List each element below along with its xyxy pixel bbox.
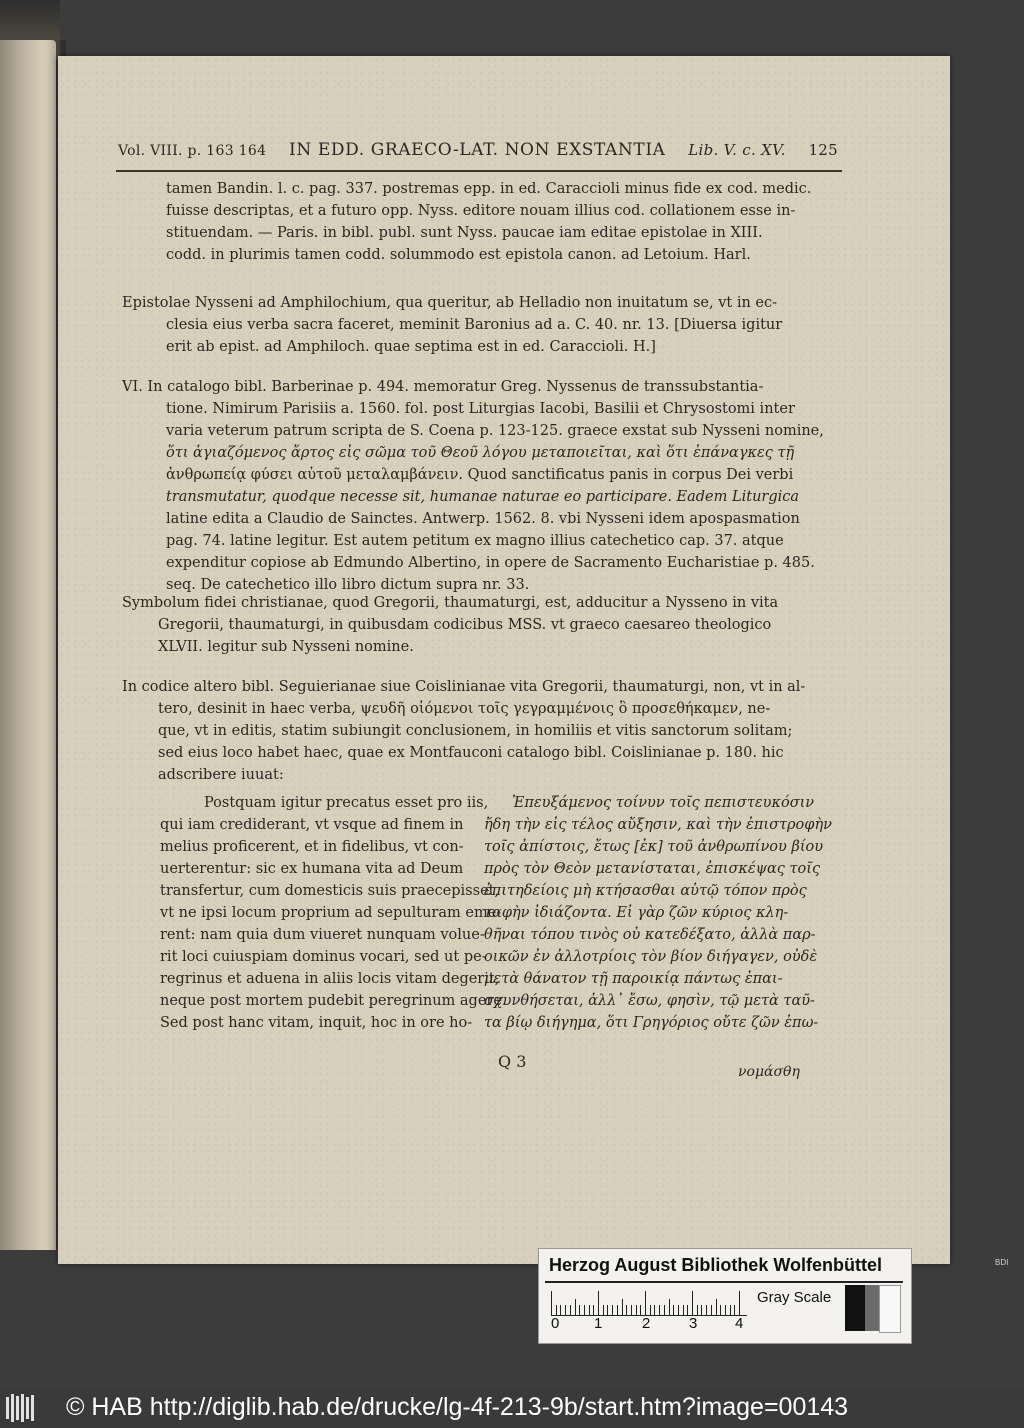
ruler-tick [650,1305,651,1315]
greek-line: πρὸς τὸν Θεὸν μετανίσταται, ἐπισκέψας τοῖς [484,861,821,877]
text-line: tero, desinit in haec verba, ψευδῆ οἰόμενοι τοῖς γεγραμμένοις ὃ προσεθήκαμεν, ne- [158,701,771,717]
text-line: pag. 74. latine legitur. Est autem petitum ex magno illius catechetico cap. 37. atque [166,533,784,549]
ruler-tick [617,1305,618,1315]
text-line: sed eius loco habet haec, quae ex Montfauconi catalogo bibl. Coislinianae p. 180. hic [158,745,784,761]
running-head [118,140,838,170]
ruler-tick [607,1305,608,1315]
latin-line: neque post mortem pudebit peregrinum agere. [160,993,507,1009]
ruler-tick [575,1299,576,1315]
scale-label: 3 [689,1315,698,1332]
text-line: ἀνθρωπείᾳ φύσει αὐτοῦ μεταλαμβάνειν. Quod sanctificatus panis in corpus Dei verbi [166,467,794,483]
latin-line: Postquam igitur precatus esset pro iis, [204,795,489,811]
text-line: VI. In catalogo bibl. Barberinae p. 494. memoratur Greg. Nyssenus de transsubstantia- [122,379,764,395]
greek-line: ἐπιτηδείοις μὴ κτήσασθαι αὐτῷ τόπον πρὸς [484,883,807,899]
ruler-tick [664,1305,665,1315]
hab-logo-icon [6,1394,40,1422]
ruler-tick [734,1305,735,1315]
ruler-tick [631,1305,632,1315]
greek-line: θῆναι τόπου τινὸς οὐ κατεδέξατο, ἀλλὰ παρ- [484,927,816,943]
text-line: Gregorii, thaumaturgi, in quibusdam codicibus MSS. vt graeco caesareo theologico [158,617,772,633]
volume-reference: Vol. VIII. p. 163 164 [118,143,267,159]
side-mark: BDI [995,1258,1009,1267]
footer-bar [0,1388,1024,1428]
ruler-tick [603,1305,604,1315]
copyright-url[interactable]: © HAB http://diglib.hab.de/drucke/lg-4f-213-9b/start.htm?image=00143 [66,1393,849,1421]
text-line: erit ab epist. ad Amphiloch. quae septima est in ed. Caraccioli. H.] [166,339,656,355]
page-number: 125 [808,141,838,159]
text-line: Epistolae Nysseni ad Amphilochium, qua queritur, ab Helladio non inuitatum se, vt in ec- [122,295,778,311]
book-chapter-reference: Lib. V. c. XV. [688,141,786,159]
color-scale-card [538,1248,912,1344]
ruler-tick [598,1291,599,1315]
greek-line: σχυνθήσεται, ἀλλ᾽ ἔσω, φησὶν, τῷ μετὰ ταῦ- [484,993,815,1009]
greek-line: οικῶν ἐν ἀλλοτρίοις τὸν βίον διήγαγεν, οὐδὲ [484,949,818,965]
latin-line: rit loci cuiuspiam dominus vocari, sed ut pe- [160,949,487,965]
running-title: IN EDD. GRAECO-LAT. NON EXSTANTIA [289,140,666,160]
latin-column [160,792,507,1034]
ruler-tick [720,1305,721,1315]
greek-line: τοῖς ἀπίστοις, ἔτως [ἐκ] τοῦ ἀνθρωπίνου βίου [484,839,824,855]
card-title: Herzog August Bibliothek Wolfenbüttel [549,1255,882,1275]
text-line: tamen Bandin. l. c. pag. 337. postremas epp. in ed. Caraccioli minus fide ex cod. medic. [166,181,812,197]
scale-label: 1 [594,1315,603,1332]
text-line: clesia eius verba sacra faceret, meminit Baronius ad a. C. 40. nr. 13. [Diuersa igitur [166,317,783,333]
ruler-tick [556,1305,557,1315]
ruler-tick [692,1291,693,1315]
text-line: stituendam. — Paris. in bibl. publ. sunt Nyss. paucae iam editae epistolae in XIII. [166,225,763,241]
ruler-tick [687,1305,688,1315]
gray-swatch-black [845,1285,865,1331]
text-line: codd. in plurimis tamen codd. solummodo est epistola canon. ad Letoium. Harl. [166,247,751,263]
catchword: νομάσθη [738,1064,800,1080]
paragraph-symbolum [122,592,816,658]
ruler-tick [560,1305,561,1315]
text-line: adscribere iuuat: [158,767,284,783]
gray-swatch-white [879,1285,901,1333]
paragraph-amphilochium [122,292,816,358]
ruler-tick [654,1305,655,1315]
scale-label: 0 [551,1315,560,1332]
text-line: latine edita a Claudio de Sainctes. Antwerp. 1562. 8. vbi Nysseni idem apospasmation [166,511,800,527]
paragraph-coislinianae [122,676,816,786]
ruler-tick [589,1305,590,1315]
ruler-tick [730,1305,731,1315]
ruler-tick [636,1305,637,1315]
ruler-tick [678,1305,679,1315]
gray-scale-label: Gray Scale [757,1289,832,1306]
latin-line: qui iam crediderant, vt vsque ad finem in [160,817,464,833]
ruler-tick [711,1305,712,1315]
greek-text-line: ὅτι ἁγιαζόμενος ἄρτος εἰς σῶμα τοῦ Θεοῦ λόγου μεταποιεῖται, καὶ ὅτι ἐπάναγκες τῇ [166,445,795,461]
latin-line: transfertur, cum domesticis suis praecepisset, [160,883,500,899]
latin-line: Sed post hanc vitam, inquit, hoc in ore ho- [160,1015,473,1031]
ruler-tick [551,1291,552,1315]
ruler-tick [683,1305,684,1315]
greek-line: ἤδη τὴν εἰς τέλος αὔξησιν, καὶ τὴν ἐπιστροφὴν [484,817,832,833]
greek-line: τα βίῳ διήγημα, ὅτι Γρηγόριος οὔτε ζῶν ἐπω- [484,1015,819,1031]
ruler-tick [659,1305,660,1315]
ruler-tick [612,1305,613,1315]
ruler-tick [626,1305,627,1315]
latin-line: vt ne ipsi locum proprium ad sepulturam eme- [160,905,502,921]
ruler-tick [725,1305,726,1315]
card-divider [545,1281,903,1283]
latin-line: melius proficerent, et in fidelibus, vt con- [160,839,464,855]
text-line: varia veterum patrum scripta de S. Coena p. 123-125. graece exstat sub Nysseni nomine, [166,423,824,439]
paragraph-bandini [166,178,816,266]
ruler-tick [622,1299,623,1315]
text-line: In codice altero bibl. Seguierianae siue Coislinianae vita Gregorii, thaumaturgi, non, vt in al- [122,679,806,695]
scale-ruler [551,1289,747,1316]
book-page [58,56,950,1264]
latin-line: uerterentur: sic ex humana vita ad Deum [160,861,464,877]
ruler-tick [697,1305,698,1315]
ruler-tick [640,1305,641,1315]
text-line: seq. De catechetico illo libro dictum supra nr. 33. [166,577,530,593]
ruler-tick [645,1291,646,1315]
greek-line: μετὰ θάνατον τῇ παροικίᾳ πάντως ἐπαι- [484,971,783,987]
text-line: expenditur copiose ab Edmundo Albertino, in opere de Sacramento Eucharistiae p. 485. [166,555,815,571]
ruler-tick [673,1305,674,1315]
text-line: fuisse descriptas, et a futuro opp. Nyss. editore nouam illius cod. collationem esse in- [166,203,796,219]
ruler-tick [706,1305,707,1315]
text-line: XLVII. legitur sub Nysseni nomine. [158,639,414,655]
ruler-tick [570,1305,571,1315]
header-rule [116,170,842,172]
ruler-tick [565,1305,566,1315]
scale-label: 4 [735,1315,744,1332]
signature-mark: Q 3 [498,1052,527,1071]
text-line: transmutatur, quodque necesse sit, humanae naturae eo participare. Eadem Liturgica [166,489,800,505]
gray-swatch-mid [865,1285,879,1331]
greek-line: Ἐπευξάμενος τοίνυν τοῖς πεπιστευκόσιν [512,795,815,811]
latin-line: rent: nam quia dum viueret nunquam volue- [160,927,485,943]
ruler-tick [593,1305,594,1315]
ruler-tick [716,1299,717,1315]
greek-column [484,792,832,1034]
text-line: Symbolum fidei christianae, quod Gregorii, thaumaturgi, est, adducitur a Nysseno in vita [122,595,779,611]
ruler-tick [669,1299,670,1315]
scale-label: 2 [642,1315,651,1332]
ruler-tick [584,1305,585,1315]
greek-line: ταφὴν ἰδιάζοντα. Εἰ γὰρ ζῶν κύριος κλη- [484,905,789,921]
text-line: que, vt in editis, statim subiungit conclusionem, in homiliis et vitis sanctorum solitam; [158,723,793,739]
text-line: tione. Nimirum Parisiis a. 1560. fol. post Liturgias Iacobi, Basilii et Chrysostomi inter [166,401,795,417]
ruler-tick [701,1305,702,1315]
paragraph-section-vi [122,376,824,596]
ruler-tick [579,1305,580,1315]
ruler-tick [739,1291,740,1315]
latin-line: regrinus et aduena in aliis locis vitam degerit, [160,971,500,987]
